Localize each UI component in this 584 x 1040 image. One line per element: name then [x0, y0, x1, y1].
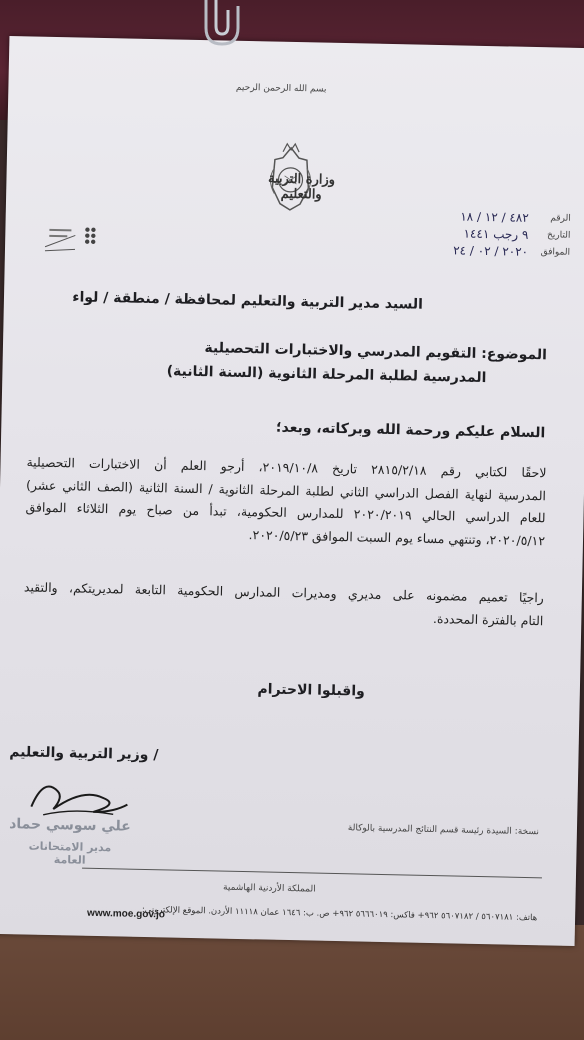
ministry-name: وزارة التربية والتعليم — [267, 171, 336, 203]
footer-kingdom: المملكة الأردنية الهاشمية — [222, 882, 316, 895]
ref-number: ٤٨٢ / ١٢ / ١٨ — [460, 209, 529, 225]
letterhead — [5, 36, 584, 278]
body-paragraph — [25, 451, 547, 552]
request-line: التام بالفترة المحددة. — [432, 610, 544, 628]
date-gregorian: ٢٠٢٠ / ٠٢ / ٢٤ — [453, 243, 529, 259]
body-line: للعام الدراسي الحالي ٢٠٢٠/٢٠١٩ للمدارس الحكومية، تبدأ من صباح يوم الثلاثاء الموافق — [25, 499, 546, 526]
subject-line-2: المدرسية لطلبة المرحلة الثانوية (السنة الثانية) — [166, 363, 487, 387]
footer-website: www.moe.gov.jo — [86, 907, 166, 921]
footer-divider — [82, 868, 542, 879]
greeting: السلام عليكم ورحمة الله وبركاته، وبعد؛ — [275, 419, 546, 442]
paper-clip-icon — [198, 0, 248, 48]
recipient-line: السيد مدير التربية والتعليم لمحافظة / منطقة / لواء — [72, 289, 424, 313]
date-hijri: ٩ رجب ١٤٤١ — [463, 226, 529, 242]
closing: واقبلوا الاحترام — [257, 681, 365, 700]
request-line: راجيًا تعميم مضمونه على مديري ومديرات المدارس الحكومية التابعة لمديريتكم، والتقيد — [23, 579, 544, 606]
footer-contact: هاتف: ٥٦٠٧١٨١ / ٥٦٠٧١٨٢ ٩٦٢+ فاكس: ٥٦٦٦٠١٩ ٩٦٢+ ص. ب: ١٦٤٦ عمان ١١١١٨ الأردن. الموقع الإلكتروني: — [141, 904, 538, 924]
body-line: لاحقًا لكتابي رقم ٢٨١٥/٢/١٨ تاريخ ٢٠١٩/١٠/٨، أرجو العلم أن الاختبارات التحصيلية — [26, 454, 547, 481]
quality-award-icon — [35, 211, 106, 272]
bismillah: بسم الله الرحمن الرحيم — [235, 82, 327, 95]
reference-block — [425, 209, 571, 263]
agreed-label: الموافق — [540, 247, 571, 258]
copy-to-line: نسخة: السيدة رئيسة قسم النتائج المدرسية بالوكالة — [347, 823, 540, 838]
request-paragraph — [23, 576, 544, 632]
letter-page — [0, 36, 584, 946]
ref-label: الرقم — [550, 213, 571, 224]
subject-line-1: الموضوع: التقويم المدرسي والاختبارات التحصيلية — [204, 340, 548, 364]
stamp-title: مدير الامتحانات العامة — [28, 839, 112, 867]
signatory-title: / وزير التربية والتعليم — [9, 744, 159, 764]
date-label: التاريخ — [546, 230, 571, 241]
body-line: المدرسية لنهاية الفصل الدراسي الثاني لطلبة المرحلة الثانوية / السنة الثانية (الصف الثاني عشر) — [25, 476, 547, 503]
jordan-coat-of-arms-logo — [251, 87, 330, 239]
body-line: ٢٠٢٠/٥/١٢، وتنتهي مساء يوم السبت الموافق ٢٠٢٠/٥/٢٣. — [248, 526, 546, 548]
stamp-name: علي سوسي حماد — [8, 816, 131, 835]
